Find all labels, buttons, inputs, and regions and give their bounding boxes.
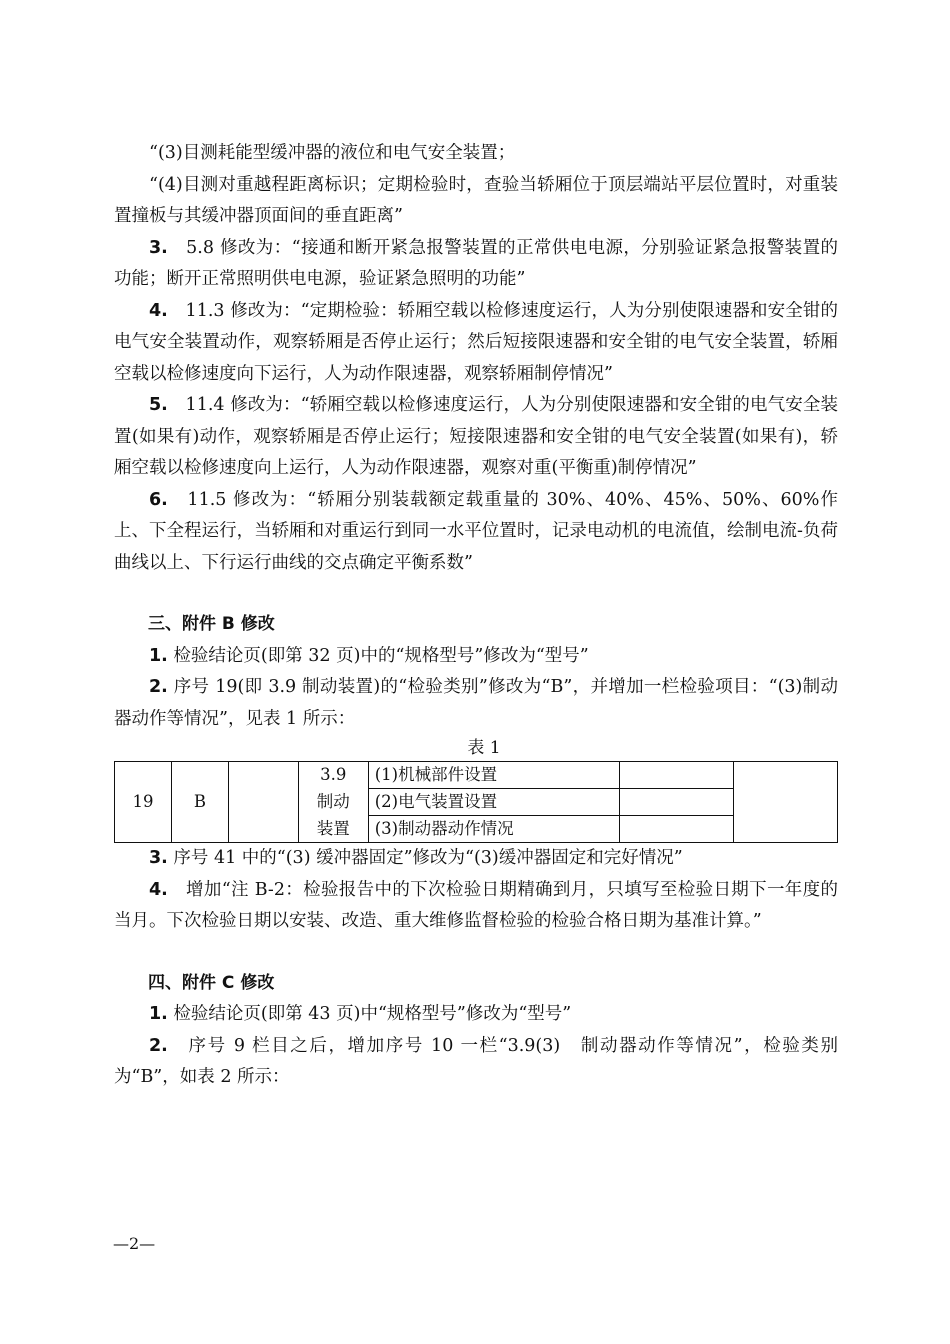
- table-caption: 表 1: [467, 738, 501, 758]
- section-heading: 四、附件 C 修改: [148, 972, 275, 993]
- paragraph: 5. 11.4 修改为：“轿厢空载以检修速度运行，人为分别使限速器和安全钳的电气安全装置(如果有)动作，观察轿厢是否停止运行；短接限速器和安全钳的电气安全装置(如果有)，轿厢空载以检修速度向上运行，人为动作限速器，观察对重(平衡重)制停情况”: [114, 395, 838, 478]
- table-row: [115, 762, 838, 789]
- spacer: [114, 938, 838, 968]
- paragraph: “(4)目测对重越程距离标识；定期检验时，查验当轿厢位于顶层端站平层位置时，对重装置撞板与其缓冲器顶面间的垂直距离”: [114, 174, 838, 226]
- inspection-table: [114, 761, 838, 843]
- sub-item-cell: (2)电气装置设置: [368, 789, 620, 816]
- sub-item-cell: (3)制动器动作情况: [368, 816, 620, 843]
- seq-cell: 19: [115, 762, 172, 843]
- list-item: 1. 检验结论页(即第 43 页)中“规格型号”修改为“型号”: [149, 1004, 572, 1024]
- section-heading: 三、附件 B 修改: [148, 614, 275, 634]
- list-item: 1. 检验结论页(即第 32 页)中的“规格型号”修改为“型号”: [149, 645, 589, 666]
- sub-item-cell: (1)机械部件设置: [368, 762, 620, 789]
- top-paragraphs: [114, 138, 838, 579]
- empty-cell: [620, 789, 734, 816]
- item-name-cell: 装置: [298, 816, 368, 843]
- empty-cell: [620, 816, 734, 843]
- spacer: [114, 579, 838, 609]
- document-body: [114, 138, 838, 1094]
- list-item: 4. 增加“注 B-2：检验报告中的下次检验日期精确到月，只填写至检验日期下一年度的当月。下次检验日期以安装、改造、重大维修监督检验的检验合格日期为基准计算。”: [114, 879, 838, 931]
- page-number: —2—: [113, 1234, 156, 1253]
- empty-cell: [734, 762, 838, 843]
- paragraph: 3. 5.8 修改为：“接通和断开紧急报警装置的正常供电电源，分别验证紧急报警装置的功能；断开正常照明供电电源，验证紧急照明的功能”: [114, 237, 838, 289]
- paragraph: 6. 11.5 修改为：“轿厢分别装载额定载重量的 30%、40%、45%、50%、60%作上、下全程运行，当轿厢和对重运行到同一水平位置时，记录电动机的电流值，绘制电流-负荷曲线以上、下行运行曲线的交点确定平衡系数”: [114, 489, 838, 573]
- empty-cell: [228, 762, 298, 843]
- item-name-cell: 制动: [298, 789, 368, 816]
- list-item: 3. 序号 41 中的“(3) 缓冲器固定”修改为“(3)缓冲器固定和完好情况”: [149, 848, 683, 868]
- list-item: 2. 序号 19(即 3.9 制动装置)的“检验类别”修改为“B”，并增加一栏检验项目：“(3)制动器动作等情况”，见表 1 所示：: [114, 677, 838, 729]
- paragraph: 4. 11.3 修改为：“定期检验：轿厢空载以检修速度运行，人为分别使限速器和安全钳的电气安全装置动作，观察轿厢是否停止运行；然后短接限速器和安全钳的电气安全装置，轿厢空载以检修速度向下运行，人为动作限速器，观察轿厢制停情况”: [114, 300, 838, 384]
- empty-cell: [620, 762, 734, 789]
- section-annex-c: [114, 968, 838, 1094]
- list-item: 2. 序号 9 栏目之后，增加序号 10 一栏“3.9(3) 制动器动作等情况”，检验类别为“B”，如表 2 所示：: [114, 1035, 838, 1087]
- paragraph: “(3)目测耗能型缓冲器的液位和电气安全装置；: [149, 143, 516, 163]
- category-cell: B: [171, 762, 228, 843]
- item-code-cell: 3.9: [298, 762, 368, 789]
- section-annex-b: [114, 609, 838, 938]
